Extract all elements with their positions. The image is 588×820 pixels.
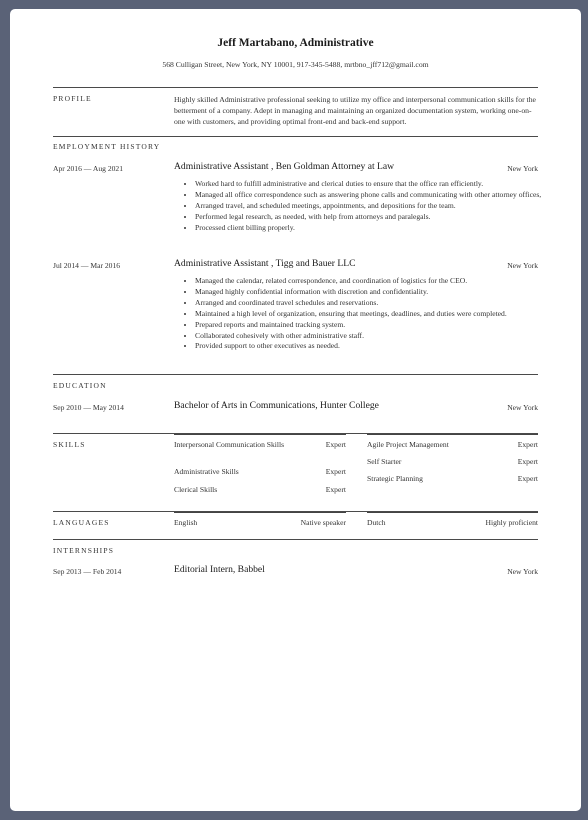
skill-name: Strategic Planning	[367, 474, 423, 483]
section-title-skills: SKILLS	[53, 440, 86, 449]
section-divider	[53, 539, 538, 540]
section-title-education: EDUCATION	[53, 381, 107, 390]
section-divider	[53, 87, 538, 88]
job-title: Administrative Assistant , Ben Goldman Attorney at Law	[174, 161, 395, 172]
job-bullets	[174, 179, 555, 234]
bullet-item: • Arranged and coordinated travel schedules and reservations.	[195, 298, 555, 309]
resume-name: Jeff Martabano, Administrative	[217, 37, 374, 49]
resume-page	[10, 9, 581, 811]
skill-underline	[367, 434, 538, 435]
bullet-item: • Prepared reports and maintained tracking system.	[195, 320, 555, 331]
skill-name: Interpersonal Communication Skills	[174, 440, 285, 449]
skill-underline	[174, 434, 346, 435]
bullet-item: • Managed highly confidential information with discretion and confidentiality.	[195, 287, 555, 298]
internship-title: Editorial Intern, Babbel	[174, 564, 265, 575]
skill-level: Expert	[517, 457, 538, 466]
profile-text: Highly skilled Administrative professional seeking to utilize my office and interpersonal communication skills for the betterment of a company. Adept in managing and maintaining an organized documentation system, working one-on-one with customers, and providing optimal front-end and back-end support.	[174, 95, 536, 126]
skill-level: Expert	[325, 440, 346, 449]
job-city: New York	[507, 164, 538, 173]
education-dates: Sep 2010 — May 2014	[53, 403, 124, 412]
language-level: Highly proficient	[485, 518, 538, 527]
section-title-profile: PROFILE	[53, 94, 92, 103]
bullet-item: • Maintained a high level of organization, ensuring that meetings, deadlines, and duties were completed.	[195, 309, 555, 320]
job-title: Administrative Assistant , Tigg and Bauer LLC	[174, 258, 356, 269]
job-dates: Apr 2016 — Aug 2021	[53, 164, 124, 173]
language-name: English	[174, 518, 198, 527]
bullet-item: • Collaborated cohesively with other administrative staff.	[195, 331, 555, 342]
bullet-item: • Managed all office correspondence such as answering phone calls and communicating with other attorney offices,	[195, 190, 555, 201]
skill-name: Self Starter	[367, 457, 402, 466]
bullet-item: • Provided support to other executives as needed.	[195, 341, 555, 352]
skill-name: Agile Project Management	[367, 440, 449, 449]
contact-info: 568 Culligan Street, New York, NY 10001, 917-345-5488, mrtbno_jff712@gmail.com	[162, 60, 429, 69]
bullet-item: • Performed legal research, as needed, with help from attorneys and paralegals.	[195, 212, 555, 223]
job-dates: Jul 2014 — Mar 2016	[53, 261, 121, 270]
bullet-item: • Worked hard to fulfill administrative and clerical duties to ensure that the office ran efficiently.	[195, 179, 555, 190]
skill-level: Expert	[517, 440, 538, 449]
internship-city: New York	[507, 567, 538, 576]
bullet-item: • Managed the calendar, related correspondence, and coordination of logistics for the CEO.	[195, 276, 555, 287]
internship-dates: Sep 2013 — Feb 2014	[53, 567, 122, 576]
job-bullets	[174, 276, 555, 352]
section-title-internships: INTERNSHIPS	[53, 546, 115, 555]
bullet-item: • Processed client billing properly.	[195, 223, 555, 234]
section-divider	[53, 136, 538, 137]
bullet-item: • Arranged travel, and scheduled meetings, appointments, and depositions for the team.	[195, 201, 555, 212]
section-title-languages: LANGUAGES	[53, 518, 110, 527]
language-underline	[174, 512, 346, 513]
language-name: Dutch	[367, 518, 386, 527]
section-title-employment: EMPLOYMENT HISTORY	[53, 142, 161, 151]
section-divider	[53, 374, 538, 375]
skill-level: Expert	[325, 485, 346, 494]
job-city: New York	[507, 261, 538, 270]
skill-name: Administrative Skills	[174, 467, 239, 476]
skill-level: Expert	[325, 467, 346, 476]
skill-level: Expert	[517, 474, 538, 483]
skill-name: Clerical Skills	[174, 485, 218, 494]
language-underline	[367, 512, 538, 513]
language-level: Native speaker	[300, 518, 346, 527]
education-city: New York	[507, 403, 538, 412]
education-degree: Bachelor of Arts in Communications, Hunter College	[174, 400, 379, 411]
